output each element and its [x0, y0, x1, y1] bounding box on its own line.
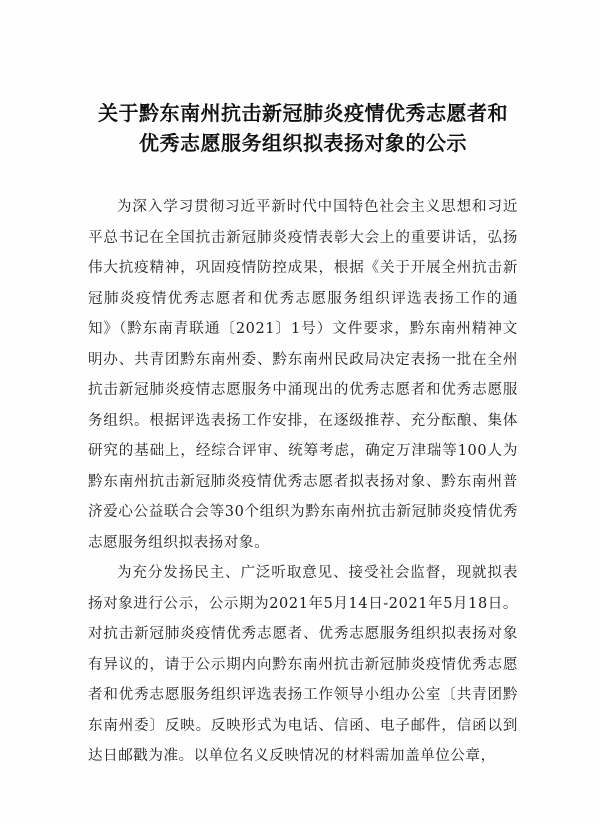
body-paragraph-1: 为深入学习贯彻习近平新时代中国特色社会主义思想和习近平总书记在全国抗击新冠肺炎疫情表彰大会上的重要讲话，弘扬伟大抗疫精神，巩固疫情防控成果，根据《关于开展全州抗击新冠肺炎疫情优秀志愿者和优秀志愿服务组织评选表扬工作的通知》（黔东南青联通〔2021〕1号）文件要求，黔东南州精神文明办、共青团黔东南州委、黔东南州民政局决定表扬一批在全州抗击新冠肺炎疫情志愿服务中涌现出的优秀志愿者和优秀志愿服务组织。根据评选表扬工作安排，在逐级推荐、充分酝酿、集体研究的基础上，经综合评审、统筹考虑，确定万津瑞等100人为黔东南州抗击新冠肺炎疫情优秀志愿者拟表扬对象、黔东南州普济爱心公益联合会等30个组织为黔东南州抗击新冠肺炎疫情优秀志愿服务组织拟表扬对象。 — [88, 199, 518, 551]
document-title — [88, 98, 518, 158]
body-paragraph-2: 为充分发扬民主、广泛听取意见、接受社会监督，现就拟表扬对象进行公示，公示期为2021年5月14日-2021年5月18日。对抗击新冠肺炎疫情优秀志愿者、优秀志愿服务组织拟表扬对象有异议的，请于公示期内向黔东南州抗击新冠肺炎疫情优秀志愿者和优秀志愿服务组织评选表扬工作领导小组办公室〔共青团黔东南州委〕反映。反映形式为电话、信函、电子邮件，信函以到达日邮戳为准。以单位名义反映情况的材料需加盖单位公章， — [88, 565, 518, 764]
title-line-2: 优秀志愿服务组织拟表扬对象的公示 — [139, 131, 467, 155]
title-line-1: 关于黔东南州抗击新冠肺炎疫情优秀志愿者和 — [98, 101, 508, 125]
